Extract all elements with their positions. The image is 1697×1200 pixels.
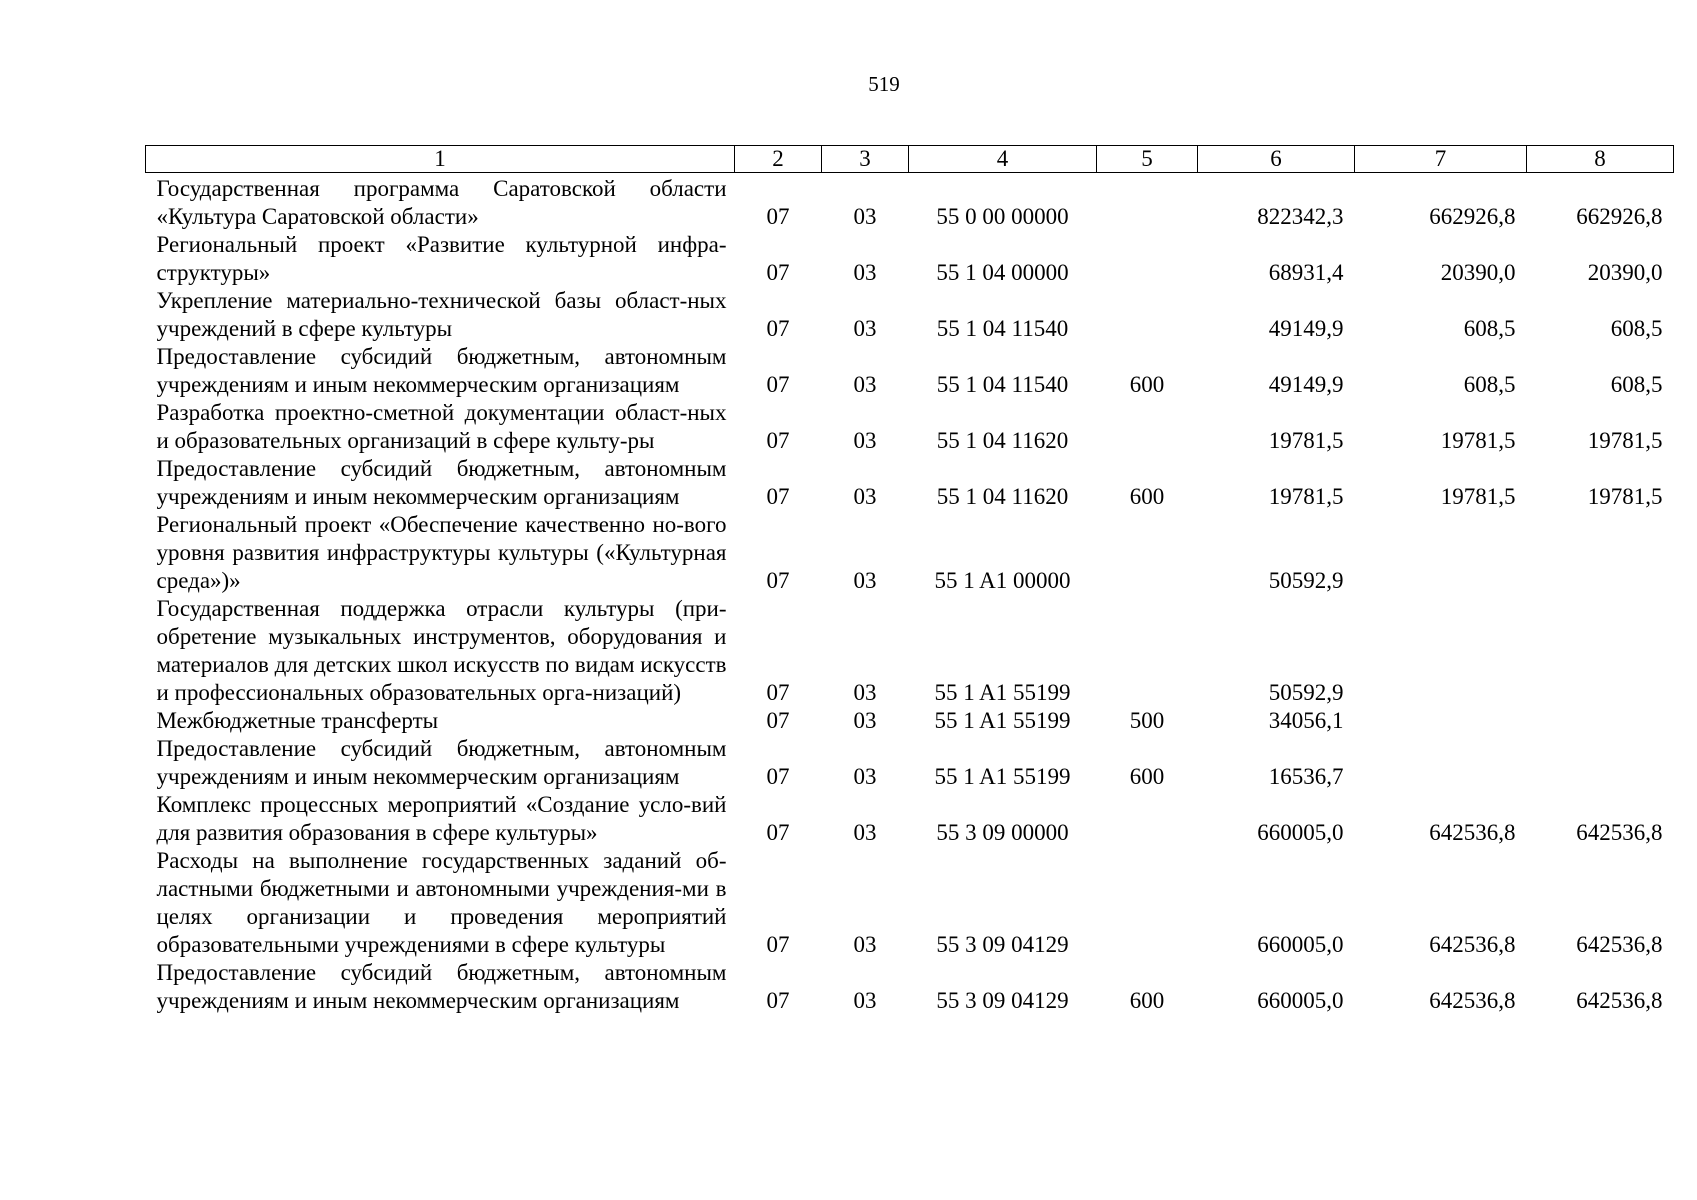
column-header-8: 8 [1527,146,1674,173]
row-target-code: 55 1 04 00000 [936,260,1069,285]
page-number: 519 [868,72,900,96]
row-value-7 [1355,511,1527,595]
row-section: 07 [766,372,790,397]
row-value-8: 608,5 [1610,372,1663,397]
row-section: 07 [766,484,790,509]
row-section: 07 [766,204,790,229]
row-subsection: 03 [853,260,877,285]
row-expense-type: 600 [1129,764,1165,789]
table-row [146,959,1674,1015]
row-section: 07 [766,260,790,285]
row-section: 07 [766,764,790,789]
row-name: Государственная программа Саратовской области «Культура Саратовской области» [156,176,727,229]
row-value-8 [1527,735,1674,791]
table-row [146,343,1674,399]
row-subsection: 03 [853,680,877,705]
row-value-6: 34056,1 [1268,708,1344,733]
row-section: 07 [766,428,790,453]
row-expense-type [1097,173,1198,232]
table-row [146,399,1674,455]
row-value-6: 16536,7 [1268,764,1344,789]
row-expense-type [1097,399,1198,455]
row-target-code: 55 3 09 04129 [936,932,1069,957]
row-name: Государственная поддержка отрасли культуры (при-обретение музыкальных инструментов, оборудования и материалов для детских школ искусств по видам искусств и профессиональных образовательных орга-низаций) [156,596,727,705]
row-expense-type [1097,231,1198,287]
column-header-6: 6 [1198,146,1355,173]
row-value-8: 642536,8 [1576,820,1663,845]
row-value-6: 50592,9 [1268,568,1344,593]
row-value-6: 49149,9 [1268,316,1344,341]
row-subsection: 03 [853,316,877,341]
row-target-code: 55 1 A1 00000 [934,568,1071,593]
row-value-6: 49149,9 [1268,372,1344,397]
row-name: Предоставление субсидий бюджетным, автономным учреждениям и иным некоммерческим организациям [156,456,727,509]
column-header-7: 7 [1355,146,1527,173]
row-value-6: 660005,0 [1257,820,1344,845]
row-target-code: 55 3 09 00000 [936,820,1069,845]
row-value-8: 642536,8 [1576,932,1663,957]
column-header-2: 2 [735,146,822,173]
row-subsection: 03 [853,820,877,845]
table-row [146,511,1674,595]
row-subsection: 03 [853,708,877,733]
row-target-code: 55 1 04 11620 [936,484,1069,509]
row-section: 07 [766,680,790,705]
row-name: Укрепление материально-технической базы област-ных учреждений в сфере культуры [156,288,727,341]
row-expense-type [1097,511,1198,595]
table-row [146,707,1674,735]
row-expense-type [1097,287,1198,343]
row-section: 07 [766,708,790,733]
row-target-code: 55 1 04 11540 [936,372,1069,397]
table-body [146,173,1674,1016]
row-value-8: 608,5 [1610,316,1663,341]
column-header-5: 5 [1097,146,1198,173]
row-expense-type: 600 [1129,484,1165,509]
row-name: Комплекс процессных мероприятий «Создание усло-вий для развития образования в сфере культуры» [156,792,727,845]
row-expense-type [1097,595,1198,707]
row-expense-type: 600 [1129,372,1165,397]
row-value-6: 50592,9 [1268,680,1344,705]
column-header-3: 3 [822,146,909,173]
row-subsection: 03 [853,204,877,229]
row-value-6: 660005,0 [1257,932,1344,957]
row-value-7 [1355,735,1527,791]
row-value-8 [1527,707,1674,735]
table-row [146,735,1674,791]
table-row [146,231,1674,287]
table-row [146,455,1674,511]
row-value-6: 822342,3 [1257,204,1344,229]
row-value-6: 660005,0 [1257,988,1344,1013]
row-value-7: 642536,8 [1429,932,1516,957]
row-name: Предоставление субсидий бюджетным, автономным учреждениям и иным некоммерческим организациям [156,344,727,397]
row-value-8: 20390,0 [1587,260,1663,285]
table-header [146,146,1674,173]
row-value-8: 642536,8 [1576,988,1663,1013]
row-name: Межбюджетные трансферты [156,708,439,733]
row-value-6: 19781,5 [1268,428,1344,453]
column-header-1: 1 [146,146,735,173]
row-expense-type [1097,791,1198,847]
row-expense-type [1097,847,1198,959]
row-subsection: 03 [853,932,877,957]
table-row [146,791,1674,847]
row-value-8: 19781,5 [1587,428,1663,453]
row-section: 07 [766,988,790,1013]
table-row [146,595,1674,707]
budget-table [145,145,1674,1015]
row-value-7: 642536,8 [1429,988,1516,1013]
row-section: 07 [766,820,790,845]
row-value-7: 608,5 [1463,372,1516,397]
row-value-7: 642536,8 [1429,820,1516,845]
row-value-7: 662926,8 [1429,204,1516,229]
row-name: Предоставление субсидий бюджетным, автономным учреждениям и иным некоммерческим организациям [156,736,727,789]
row-expense-type: 600 [1129,988,1165,1013]
row-target-code: 55 1 04 11620 [936,428,1069,453]
row-name: Региональный проект «Развитие культурной инфра-структуры» [156,232,727,285]
row-subsection: 03 [853,428,877,453]
row-name: Региональный проект «Обеспечение качественно но-вого уровня развития инфраструктуры культуры («Культурная среда»)» [156,512,727,593]
row-value-7 [1355,707,1527,735]
row-value-8: 662926,8 [1576,204,1663,229]
row-section: 07 [766,316,790,341]
row-name: Разработка проектно-сметной документации област-ных и образовательных организаций в сфере культу-ры [156,400,727,453]
row-expense-type: 500 [1129,708,1165,733]
row-section: 07 [766,932,790,957]
row-value-7: 19781,5 [1440,484,1516,509]
row-target-code: 55 1 A1 55199 [934,764,1071,789]
header-row [146,146,1674,173]
row-subsection: 03 [853,568,877,593]
row-subsection: 03 [853,372,877,397]
table-row [146,847,1674,959]
row-value-8: 19781,5 [1587,484,1663,509]
row-target-code: 55 1 A1 55199 [934,708,1071,733]
row-value-7: 19781,5 [1440,428,1516,453]
column-header-4: 4 [909,146,1097,173]
row-value-8 [1527,511,1674,595]
row-section: 07 [766,568,790,593]
row-target-code: 55 1 04 11540 [936,316,1069,341]
row-value-7: 608,5 [1463,316,1516,341]
row-subsection: 03 [853,764,877,789]
row-name: Предоставление субсидий бюджетным, автономным учреждениям и иным некоммерческим организациям [156,960,727,1013]
row-value-8 [1527,595,1674,707]
table-row [146,287,1674,343]
row-target-code: 55 3 09 04129 [936,988,1069,1013]
row-name: Расходы на выполнение государственных заданий об-ластными бюджетными и автономными учреждения-ми в целях организации и проведения мероприятий образовательными учреждениями в сфере культуры [156,848,727,957]
table-row [146,173,1674,232]
row-target-code: 55 0 00 00000 [936,204,1069,229]
row-value-6: 68931,4 [1268,260,1344,285]
row-target-code: 55 1 A1 55199 [934,680,1071,705]
row-value-7: 20390,0 [1440,260,1516,285]
row-value-7 [1355,595,1527,707]
row-subsection: 03 [853,988,877,1013]
row-subsection: 03 [853,484,877,509]
row-value-6: 19781,5 [1268,484,1344,509]
